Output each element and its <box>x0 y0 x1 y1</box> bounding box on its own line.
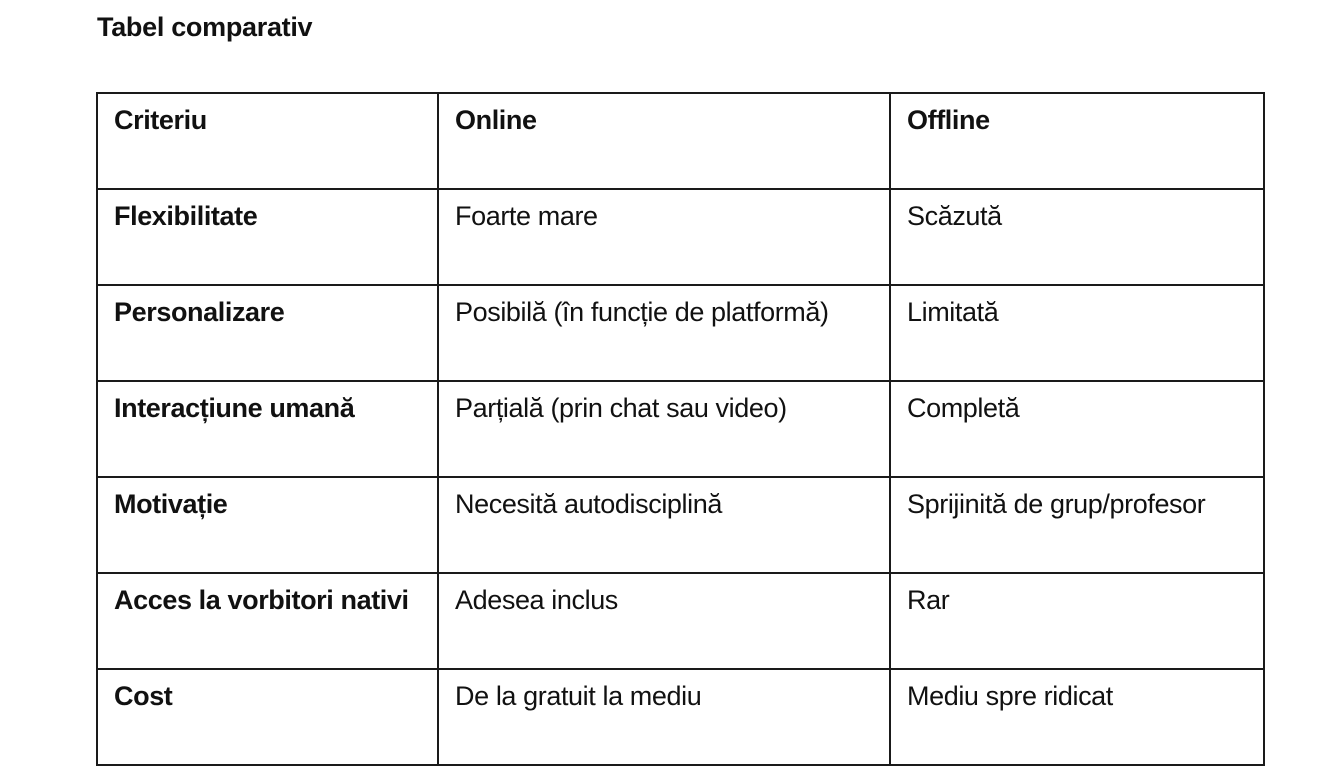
row-criterion: Interacțiune umană <box>97 381 438 477</box>
table-row <box>97 573 1264 669</box>
row-online-value: Posibilă (în funcție de platformă) <box>438 285 890 381</box>
header-criteriu: Criteriu <box>97 93 438 189</box>
row-criterion: Personalizare <box>97 285 438 381</box>
row-offline-value: Sprijinită de grup/profesor <box>890 477 1264 573</box>
table-header-row <box>97 93 1264 189</box>
table-row <box>97 669 1264 765</box>
table-row <box>97 381 1264 477</box>
header-online: Online <box>438 93 890 189</box>
table-row <box>97 477 1264 573</box>
row-criterion: Cost <box>97 669 438 765</box>
row-offline-value: Limitată <box>890 285 1264 381</box>
page-title: Tabel comparativ <box>97 12 313 42</box>
row-online-value: Foarte mare <box>438 189 890 285</box>
row-offline-value: Completă <box>890 381 1264 477</box>
row-criterion: Acces la vorbitori nativi <box>97 573 438 669</box>
row-criterion: Flexibilitate <box>97 189 438 285</box>
row-online-value: Necesită autodisciplină <box>438 477 890 573</box>
row-online-value: Adesea inclus <box>438 573 890 669</box>
comparison-table <box>96 92 1265 766</box>
row-online-value: Parțială (prin chat sau video) <box>438 381 890 477</box>
table-row <box>97 189 1264 285</box>
row-criterion: Motivație <box>97 477 438 573</box>
row-online-value: De la gratuit la mediu <box>438 669 890 765</box>
table-row <box>97 285 1264 381</box>
header-offline: Offline <box>890 93 1264 189</box>
row-offline-value: Rar <box>890 573 1264 669</box>
row-offline-value: Scăzută <box>890 189 1264 285</box>
row-offline-value: Mediu spre ridicat <box>890 669 1264 765</box>
